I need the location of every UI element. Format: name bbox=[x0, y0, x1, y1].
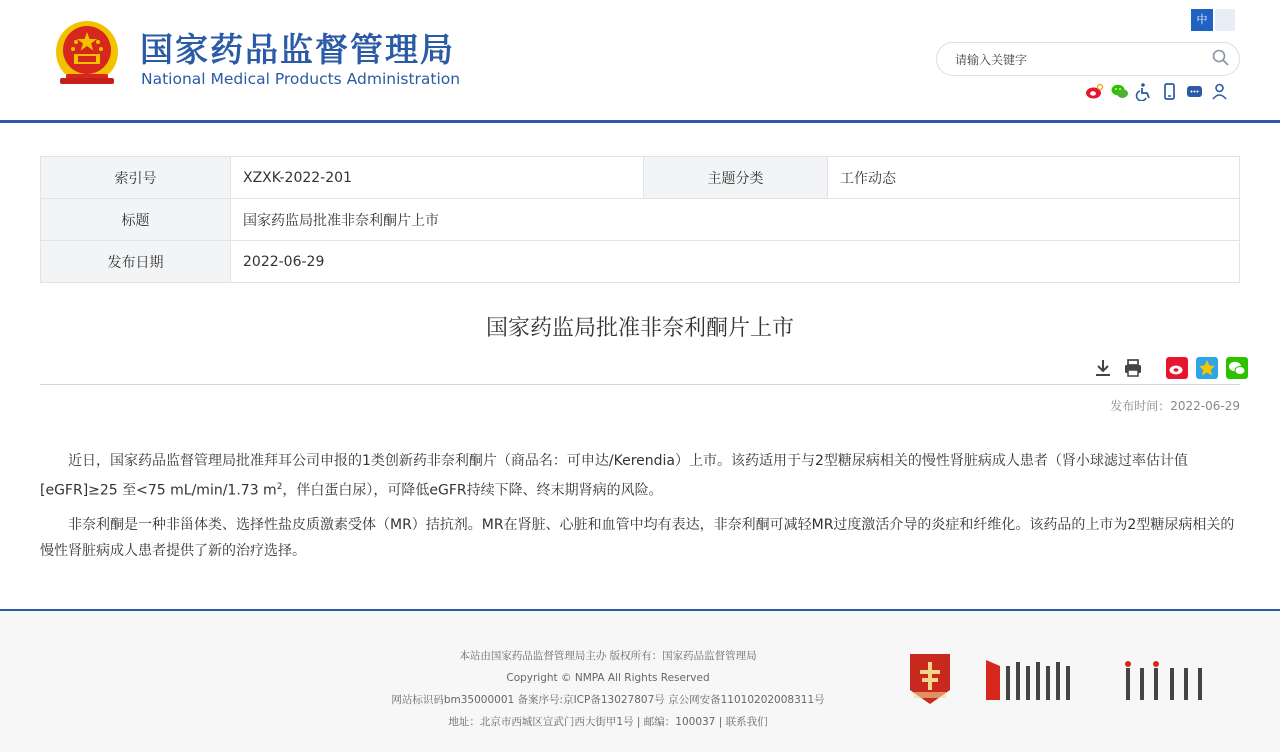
search-box bbox=[936, 42, 1240, 76]
user-icon[interactable] bbox=[1210, 82, 1229, 101]
weibo-share-icon[interactable] bbox=[1166, 357, 1188, 379]
weibo-icon[interactable] bbox=[1085, 82, 1104, 101]
article-meta-table bbox=[40, 156, 1240, 283]
meta-label-category: 主题分类 bbox=[644, 157, 828, 199]
national-emblem-icon bbox=[52, 18, 122, 90]
wechat-icon[interactable] bbox=[1110, 82, 1129, 101]
footer-address[interactable]: 地址：北京市西城区宣武门西大街甲1号 | 邮编：100037 | 联系我们 bbox=[448, 716, 768, 728]
message-icon[interactable] bbox=[1185, 82, 1204, 101]
footer-sponsor: 本站由国家药品监督管理局主办 版权所有：国家药品监督管理局 bbox=[459, 650, 757, 662]
accessibility-icon[interactable] bbox=[1135, 82, 1154, 101]
article-body bbox=[40, 448, 1240, 572]
language-switch[interactable]: 中 bbox=[1191, 9, 1213, 31]
search-input[interactable] bbox=[955, 49, 1195, 71]
meta-value-date: 2022-06-29 bbox=[231, 241, 1240, 283]
header-divider bbox=[0, 120, 1280, 123]
meta-value-category: 工作动态 bbox=[828, 157, 1240, 199]
print-icon[interactable] bbox=[1122, 357, 1144, 379]
error-finder-logo-icon[interactable] bbox=[984, 656, 1082, 704]
site-header bbox=[0, 0, 1280, 120]
site-title[interactable]: 国家药品监督管理局 bbox=[140, 30, 455, 69]
footer-copyright: Copyright © NMPA All Rights Reserved bbox=[506, 672, 710, 684]
article-divider bbox=[40, 384, 1240, 385]
download-icon[interactable] bbox=[1092, 357, 1114, 379]
meta-value-title: 国家药监局批准非奈利酮片上市 bbox=[231, 199, 1240, 241]
publish-time: 发布时间：2022-06-29 bbox=[1110, 399, 1240, 413]
site-subtitle[interactable]: National Medical Products Administration bbox=[141, 70, 461, 88]
meta-label-index: 索引号 bbox=[41, 157, 231, 199]
article-tools bbox=[1092, 357, 1248, 379]
gov-site-logo-icon[interactable] bbox=[906, 650, 954, 706]
meta-row-date bbox=[41, 241, 1240, 283]
footer-info bbox=[300, 645, 916, 733]
wechat-share-icon[interactable] bbox=[1226, 357, 1248, 379]
paragraph-1-text: 近日，国家药品监督管理局批准拜耳公司申报的1类创新药非奈利酮片（商品名：可申达/Kerendia）上市。该药适用于与2型糖尿病相关的慢性肾脏病成人患者（肾小球滤过率估计值[eGFR]≥25 至<75 mL/min/1.73 m bbox=[40, 453, 1188, 499]
article-title: 国家药监局批准非奈利酮片上市 bbox=[485, 316, 794, 341]
party-org-logo-icon[interactable] bbox=[1120, 660, 1210, 702]
footer-registration[interactable]: 网站标识码bm35000001 备案序号:京ICP备13027807号 京公网安备11010202008311号 bbox=[391, 694, 825, 706]
qzone-share-icon[interactable] bbox=[1196, 357, 1218, 379]
meta-label-title: 标题 bbox=[41, 199, 231, 241]
article-paragraph-2: 非奈利酮是一种非甾体类、选择性盐皮质激素受体（MR）拮抗剂。MR在肾脏、心脏和血管中均有表达，非奈利酮可减轻MR过度激活介导的炎症和纤维化。该药品的上市为2型糖尿病相关的慢性肾脏病成人患者提供了新的治疗选择。 bbox=[40, 516, 1235, 559]
superscript-2: 2 bbox=[276, 482, 283, 492]
search-icon[interactable] bbox=[1211, 48, 1231, 68]
meta-label-date: 发布日期 bbox=[41, 241, 231, 283]
tool-spacer bbox=[1152, 357, 1158, 379]
paragraph-1-tail: ，伴白蛋白尿），可降低eGFR持续下降、终末期肾病的风险。 bbox=[282, 482, 663, 499]
language-switch-alt[interactable] bbox=[1215, 9, 1235, 31]
article-paragraph bbox=[40, 448, 1240, 504]
meta-row-index bbox=[41, 157, 1240, 199]
mobile-icon[interactable] bbox=[1160, 82, 1179, 101]
site-footer bbox=[0, 611, 1280, 752]
meta-value-index: XZXK-2022-201 bbox=[231, 157, 644, 199]
social-links bbox=[1085, 82, 1229, 101]
meta-row-title bbox=[41, 199, 1240, 241]
